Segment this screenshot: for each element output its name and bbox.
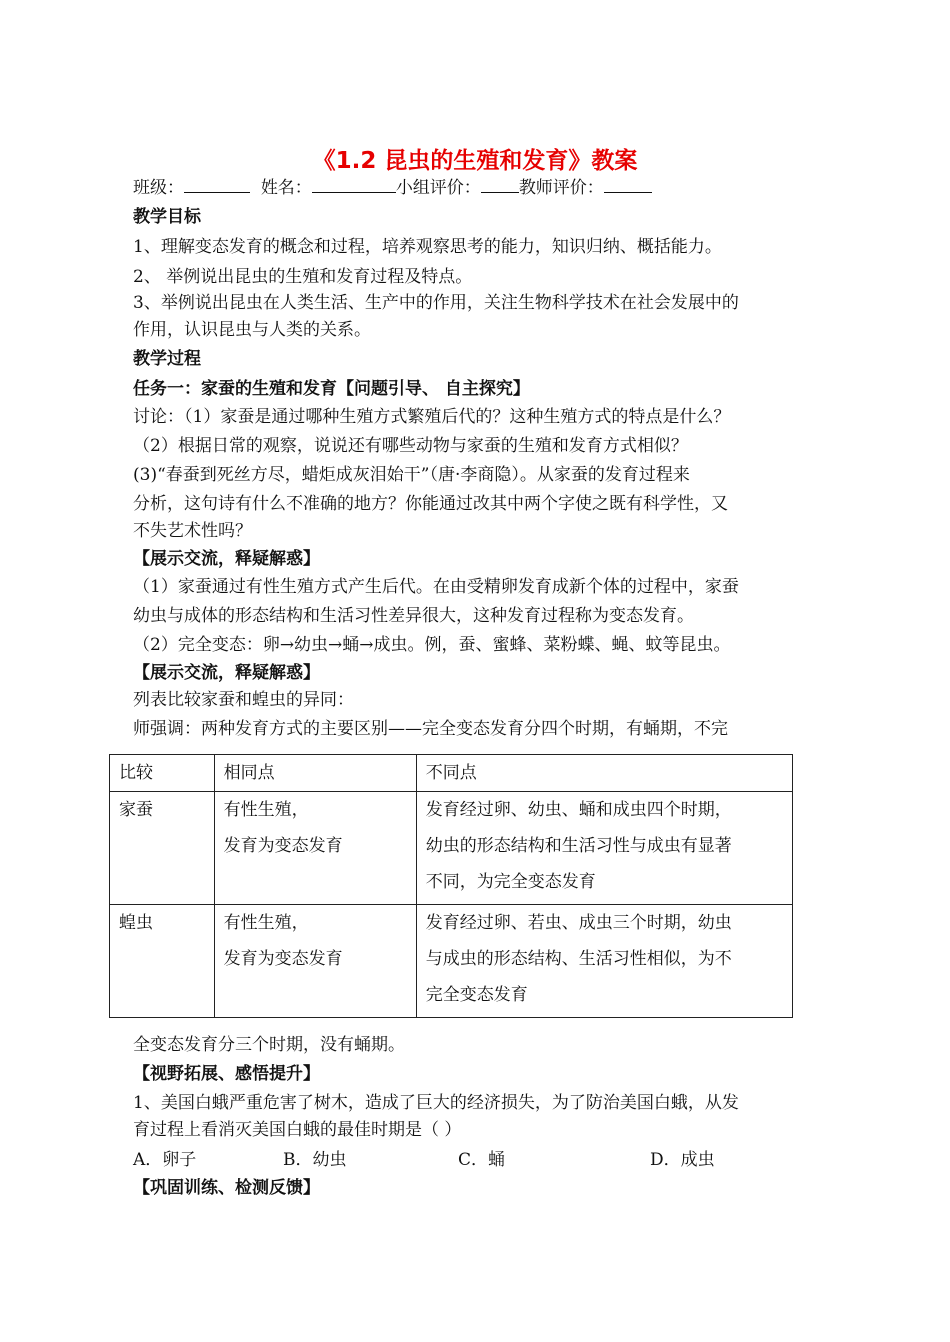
difference-line: 发育经过卵、若虫、成虫三个时期，幼虫: [425, 913, 732, 933]
class-blank: [184, 176, 250, 193]
goal-item-3-line-1: 3、举例说出昆虫在人类生活、生产中的作用，关注生物科学技术在社会发展中的: [133, 293, 739, 313]
difference-line: 不同，为完全变态发育: [425, 872, 596, 892]
name-label: 姓名：: [260, 178, 312, 198]
show-exchange-heading-1: 【展示交流，释疑解惑】: [133, 549, 320, 569]
discussion-q3-line-2: 分析，这句诗有什么不准确的地方？你能通过改其中两个字使之既有科学性，又: [133, 494, 728, 514]
difference-line: 与成虫的形态结构、生活习性相似，为不: [425, 949, 732, 969]
process-heading: 教学过程: [133, 349, 201, 369]
goal-item-1: 1、理解变态发育的概念和过程，培养观察思考的能力，知识归纳、概括能力。: [133, 237, 722, 257]
goal-item-2: 2、 举例说出昆虫的生殖和发育过程及特点。: [133, 267, 473, 287]
similarity-line: 发育为变态发育: [223, 949, 343, 969]
table-header-cell: 相同点: [223, 763, 275, 783]
group-eval-label: 小组评价：: [395, 178, 481, 198]
similarity-line: 有性生殖，: [223, 913, 309, 933]
discussion-q1: 讨论：（1）家蚕是通过哪种生殖方式繁殖后代的？这种生殖方式的特点是什么？: [133, 407, 731, 427]
option-b: B．幼虫: [283, 1150, 347, 1170]
goals-heading: 教学目标: [133, 207, 201, 227]
goal-item-3-line-2: 作用，认识昆虫与人类的关系。: [133, 320, 371, 340]
difference-line: 幼虫的形态结构和生活习性与成虫有显著: [425, 836, 732, 856]
similarity-line: 发育为变态发育: [223, 836, 343, 856]
table-header-cell: 比较: [119, 763, 153, 783]
group-eval-blank: [481, 176, 519, 193]
similarity-line: 有性生殖，: [223, 800, 309, 820]
difference-line: 完全变态发育: [425, 985, 528, 1005]
insect-name-cell: 蝗虫: [119, 913, 153, 933]
teacher-note-continued: 全变态发育分三个时期，没有蛹期。: [133, 1035, 405, 1055]
compare-intro: 列表比较家蚕和蝗虫的异同：: [133, 690, 354, 710]
discussion-q3-line-3: 不失艺术性吗？: [133, 521, 252, 541]
header-fields-row: [133, 176, 823, 199]
difference-line: 发育经过卵、幼虫、蛹和成虫四个时期，: [425, 800, 732, 820]
comparison-table: [109, 754, 793, 1018]
teacher-eval-label: 教师评价：: [518, 178, 604, 198]
option-d: D．成虫: [650, 1150, 715, 1170]
insect-name-cell: 家蚕: [119, 800, 153, 820]
teacher-eval-blank: [604, 176, 652, 193]
consolidate-heading: 【巩固训练、检测反馈】: [133, 1178, 320, 1198]
discussion-q2: （2）根据日常的观察，说说还有哪些动物与家蚕的生殖和发育方式相似？: [133, 436, 688, 456]
show-exchange-heading-2: 【展示交流，释疑解惑】: [133, 663, 320, 683]
question-1-line-1: 1、美国白蛾严重危害了树木，造成了巨大的经济损失，为了防治美国白蛾，从发: [133, 1093, 739, 1113]
answer-line-1: （1）家蚕通过有性生殖方式产生后代。在由受精卵发育成新个体的过程中，家蚕: [133, 577, 739, 597]
answer-line-2: 幼虫与成体的形态结构和生活习性差异很大，这种发育过程称为变态发育。: [133, 606, 694, 626]
document-title: 《1.2 昆虫的生殖和发育》教案: [312, 148, 638, 174]
discussion-q3-line-1: (3)“春蚕到死丝方尽，蜡炬成灰泪始干”（唐·李商隐）。从家蚕的发育过程来: [133, 465, 690, 485]
question-1-line-2: 育过程上看消灭美国白蛾的最佳时期是（ ）: [133, 1120, 462, 1140]
task-1-heading: 任务一：家蚕的生殖和发育【问题引导、 自主探究】: [133, 379, 530, 399]
table-row: [110, 905, 793, 1018]
class-label: 班级：: [133, 178, 184, 198]
name-blank: [312, 176, 396, 193]
teacher-note: 师强调：两种发育方式的主要区别——完全变态发育分四个时期，有蛹期，不完: [133, 719, 728, 739]
table-header-cell: 不同点: [425, 763, 477, 783]
table-row: [110, 792, 793, 905]
option-c: C．蛹: [458, 1150, 506, 1170]
extend-heading: 【视野拓展、感悟提升】: [133, 1064, 320, 1084]
option-a: A．卵子: [133, 1150, 197, 1170]
table-header-row: [110, 755, 793, 792]
answer-line-3: （2）完全变态：卵→幼虫→蛹→成虫。例，蚕、蜜蜂、菜粉蝶、蝇、蚊等昆虫。: [133, 635, 731, 655]
